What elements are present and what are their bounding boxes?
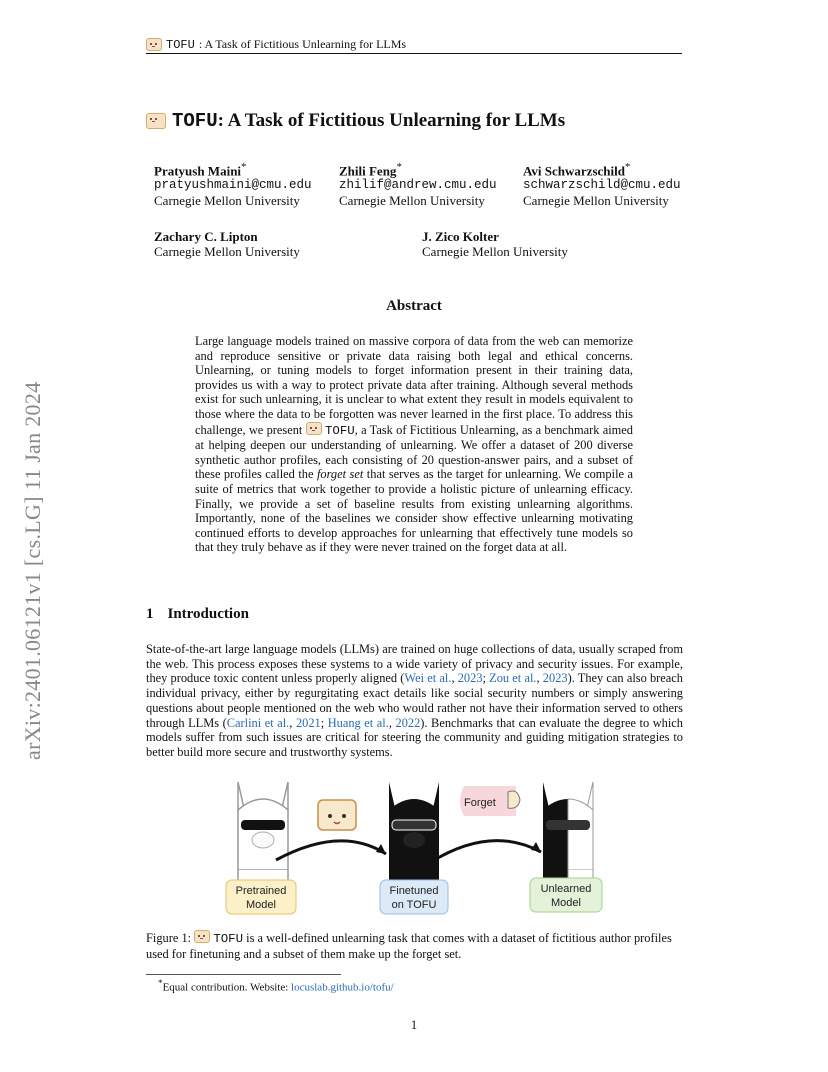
tofu-icon bbox=[146, 38, 162, 51]
author-name: Avi Schwarzschild bbox=[523, 163, 625, 179]
website-link[interactable]: locuslab.github.io/tofu/ bbox=[291, 981, 394, 994]
author-name: Zhili Feng bbox=[339, 163, 397, 179]
tofu-icon bbox=[306, 422, 322, 435]
author-block bbox=[339, 160, 497, 208]
arrow-unlearn bbox=[431, 841, 541, 862]
author-block bbox=[154, 229, 300, 259]
figure-caption bbox=[146, 930, 683, 961]
arxiv-identifier: arXiv:2401.06121v1 [cs.LG] 11 Jan 2024 bbox=[20, 381, 45, 760]
author-affiliation: Carnegie Mellon University bbox=[154, 244, 300, 259]
intro-paragraph: State-of-the-art large language models (LLMs) are trained on huge collections of data, usually scraped from the web. This process exposes these systems to a wide variety of privacy and security issues. For example, they produce toxic content unless properly aligned (Wei et al., 2023; Zou et al., 2023). They can also breach individual privacy, either by regurgitating exact details like social security numbers or simply answering questions about people mentioned on the web who would rather not have their information served to others through LLMs (Carlini et al., 2021; Huang et al., 2022). Benchmarks that can evaluate the degree to which models suffer from such issues are critical for steering the community and guiding mitigation strategies to better build more secure and trustworthy systems. bbox=[146, 642, 683, 759]
forget-set-term: forget set bbox=[316, 467, 364, 482]
tofu-icon bbox=[194, 930, 210, 943]
citation-link[interactable]: 2023 bbox=[542, 671, 568, 686]
section-title: Introduction bbox=[167, 606, 249, 622]
box-label: Pretrained bbox=[235, 885, 287, 897]
author-name: Zachary C. Lipton bbox=[154, 229, 258, 244]
citation-link[interactable]: Carlini et al. bbox=[226, 715, 290, 730]
equal-contribution-mark: * bbox=[241, 161, 247, 173]
author-block bbox=[523, 160, 681, 208]
paper-title bbox=[146, 110, 565, 132]
abstract-body bbox=[195, 334, 633, 555]
author-affiliation: Carnegie Mellon University bbox=[523, 193, 669, 209]
running-head-text: : A Task of Fictitious Unlearning for LLMs bbox=[198, 37, 407, 51]
abstract-text: Large language models trained on massive corpora of data from the web can memorize and reproduce sensitive or private data raising both legal and ethical concerns. Unlearning, or tuning models to forget information present in their training data, provides us with a way to protect private data after training. Although several methods exist for such unlearning, it is unclear to what extent they result in models equivalent to those where the data to be forgotten was never learned in the first place. To address this challenge, we present bbox=[195, 334, 633, 437]
box-label: Finetuned bbox=[389, 885, 439, 897]
citation-link[interactable]: 2021 bbox=[295, 715, 321, 730]
running-head-tofu: TOFU bbox=[166, 37, 195, 52]
author-affiliation: Carnegie Mellon University bbox=[422, 244, 568, 259]
section-number: 1 bbox=[146, 606, 154, 622]
title-tofu: TOFU bbox=[172, 110, 218, 132]
box-label: Unlearned bbox=[540, 883, 592, 895]
footnote bbox=[158, 978, 394, 994]
footnote-text: Equal contribution. Website: bbox=[162, 981, 292, 994]
forget-label: Forget bbox=[464, 797, 496, 809]
citation-link[interactable]: 2022 bbox=[395, 715, 421, 730]
equal-contribution-mark: * bbox=[624, 161, 631, 173]
box-label: Model bbox=[246, 899, 276, 911]
citation-link[interactable]: Wei et al. bbox=[404, 671, 452, 686]
author-name: J. Zico Kolter bbox=[422, 229, 499, 244]
caption-text: is a well-defined unlearning task that comes with a dataset of fictitious author profiles used for finetuning and a subset of them make up the forget set. bbox=[146, 931, 672, 961]
intro-text: ). They can also breach individual privacy, either by regurgitating exact details like social security numbers or simply answering questions about people mentioned on the web who would rather not have their information served to others through LLMs ( bbox=[146, 671, 683, 730]
author-email: schwarzschild@cmu.edu bbox=[523, 178, 681, 193]
abstract-text: that serves as the target for unlearning. We compile a suite of metrics that work together to provide a holistic picture of unlearning efficacy. Finally, we provide a set of baseline results from existing unlearning algorithms. Importantly, none of the baselines we consider show effective unlearning motivating continued efforts to develop approaches for unlearning that effectively tune models so that they truly behave as if they were never trained on the forget data at all. bbox=[195, 467, 633, 555]
tofu-icon bbox=[146, 113, 166, 129]
page-number: 1 bbox=[410, 1018, 418, 1032]
figure-1 bbox=[146, 780, 683, 920]
equal-contribution-mark: * bbox=[396, 161, 402, 173]
title-text: : A Task of Fictitious Unlearning for LLMs bbox=[217, 110, 566, 131]
caption-tofu: TOFU bbox=[213, 932, 244, 946]
running-head bbox=[146, 36, 682, 54]
box-label: on TOFU bbox=[391, 899, 437, 911]
footnote-rule bbox=[146, 974, 341, 975]
abstract-heading: Abstract bbox=[386, 298, 442, 314]
author-block bbox=[154, 160, 312, 208]
author-email: zhilif@andrew.cmu.edu bbox=[339, 178, 497, 193]
intro-text: ). Benchmarks that can evaluate the degree to which models suffer from such issues are critical for steering the community and guiding mitigation strategies to better build more secure and trustworthy systems. bbox=[146, 715, 683, 759]
caption-label: Figure 1: bbox=[146, 931, 192, 945]
footnote-mark: * bbox=[158, 978, 163, 988]
author-affiliation: Carnegie Mellon University bbox=[154, 193, 300, 209]
tofu-block-icon bbox=[318, 800, 356, 830]
abstract-tofu: TOFU bbox=[324, 423, 355, 438]
author-name: Pratyush Maini bbox=[154, 163, 242, 179]
citation-link[interactable]: 2023 bbox=[457, 671, 483, 686]
intro-text: State-of-the-art large language models (LLMs) are trained on huge collections of data, usually scraped from the web. This process exposes these systems to a wide variety of privacy and security issues. For example, they produce toxic content unless properly aligned ( bbox=[146, 642, 683, 686]
section-heading bbox=[146, 606, 263, 623]
figure-1-graphic bbox=[146, 780, 683, 920]
box-label: Model bbox=[551, 897, 581, 909]
author-email: pratyushmaini@cmu.edu bbox=[154, 178, 312, 193]
author-affiliation: Carnegie Mellon University bbox=[339, 193, 485, 209]
author-block bbox=[422, 229, 568, 259]
arrow-finetune bbox=[276, 841, 386, 860]
abstract-text: , a Task of Fictitious Unlearning, as a benchmark aimed at helping deepen our understanding of unlearning. We offer a dataset of 200 diverse synthetic author profiles, each consisting of 20 question-answer pairs, and a subset of these profiles called the bbox=[195, 422, 633, 482]
citation-link[interactable]: Zou et al. bbox=[489, 671, 537, 686]
citation-link[interactable]: Huang et al. bbox=[327, 715, 389, 730]
